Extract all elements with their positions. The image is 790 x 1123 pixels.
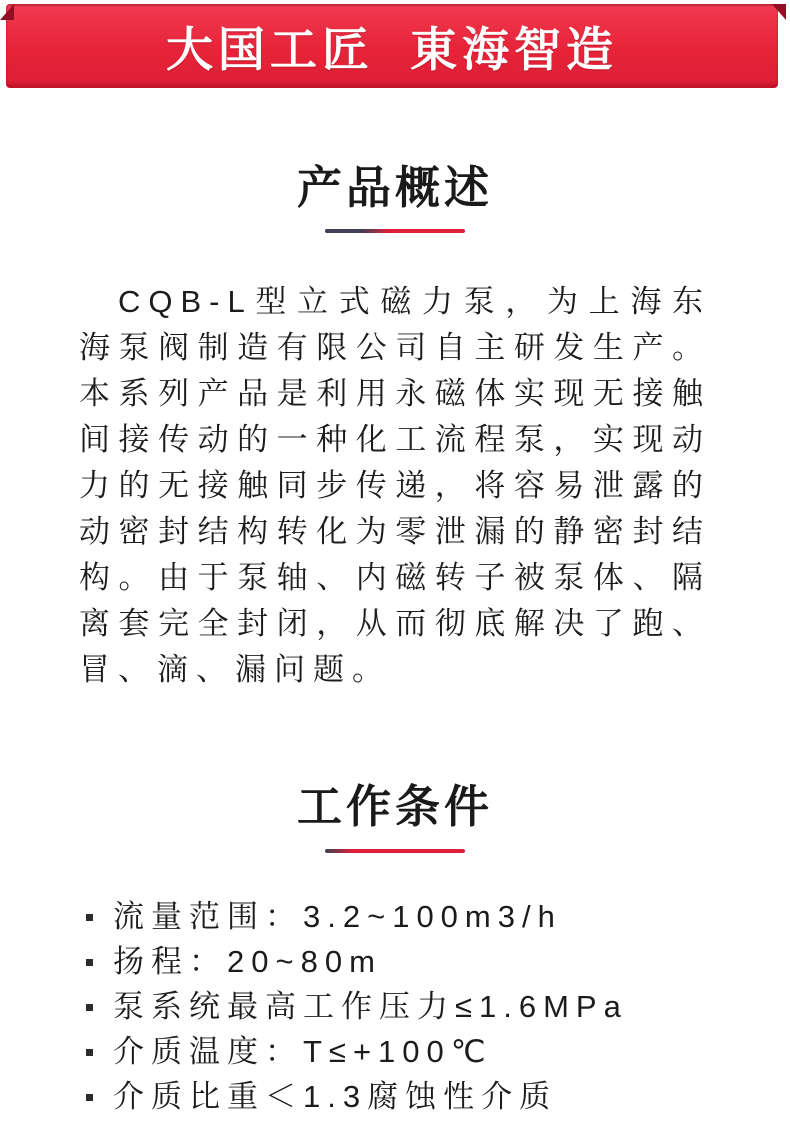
square-dot-icon <box>86 914 93 921</box>
list-item <box>86 1078 730 1114</box>
list-item <box>86 988 730 1024</box>
spec-head: 扬程：20~80m <box>113 943 382 979</box>
spec-flow-range: 流量范围：3.2~100m3/h <box>113 898 562 934</box>
spec-max-working-pressure: 泵系统最高工作压力≤1.6MPa <box>113 988 628 1024</box>
square-dot-icon <box>86 1094 93 1101</box>
conditions-spec-list <box>86 898 730 1114</box>
spec-specific-gravity: 介质比重＜1.3腐蚀性介质 <box>113 1078 558 1114</box>
overview-paragraph: CQB-L型立式磁力泵，为上海东海泵阀制造有限公司自主研发生产。本系列产品是利用永磁体实现无接触间接传动的一种化工流程泵，实现动力的无接触同步传递，将容易泄露的动密封结构转化为零泄漏的静密封结构。由于泵轴、内磁转子被泵体、隔离套完全封闭，从而彻底解决了跑、冒、滴、漏问题。 <box>79 284 711 688</box>
overview-title-underline <box>325 229 465 233</box>
banner-slogan: 大国工匠 東海智造 <box>165 22 619 76</box>
conditions-section-title: 工作条件 <box>296 781 493 833</box>
square-dot-icon <box>86 1049 93 1056</box>
list-item <box>86 1033 730 1069</box>
spec-medium-temperature: 介质温度：T≤+100℃ <box>113 1033 493 1069</box>
square-dot-icon <box>86 959 93 966</box>
overview-section-title: 产品概述 <box>296 162 493 213</box>
conditions-title-underline <box>325 849 465 853</box>
header-ribbon-banner <box>6 4 778 88</box>
section-product-overview <box>0 160 790 693</box>
list-item <box>86 943 730 979</box>
square-dot-icon <box>86 1004 93 1011</box>
section-working-conditions <box>0 779 790 1112</box>
list-item <box>86 898 730 934</box>
